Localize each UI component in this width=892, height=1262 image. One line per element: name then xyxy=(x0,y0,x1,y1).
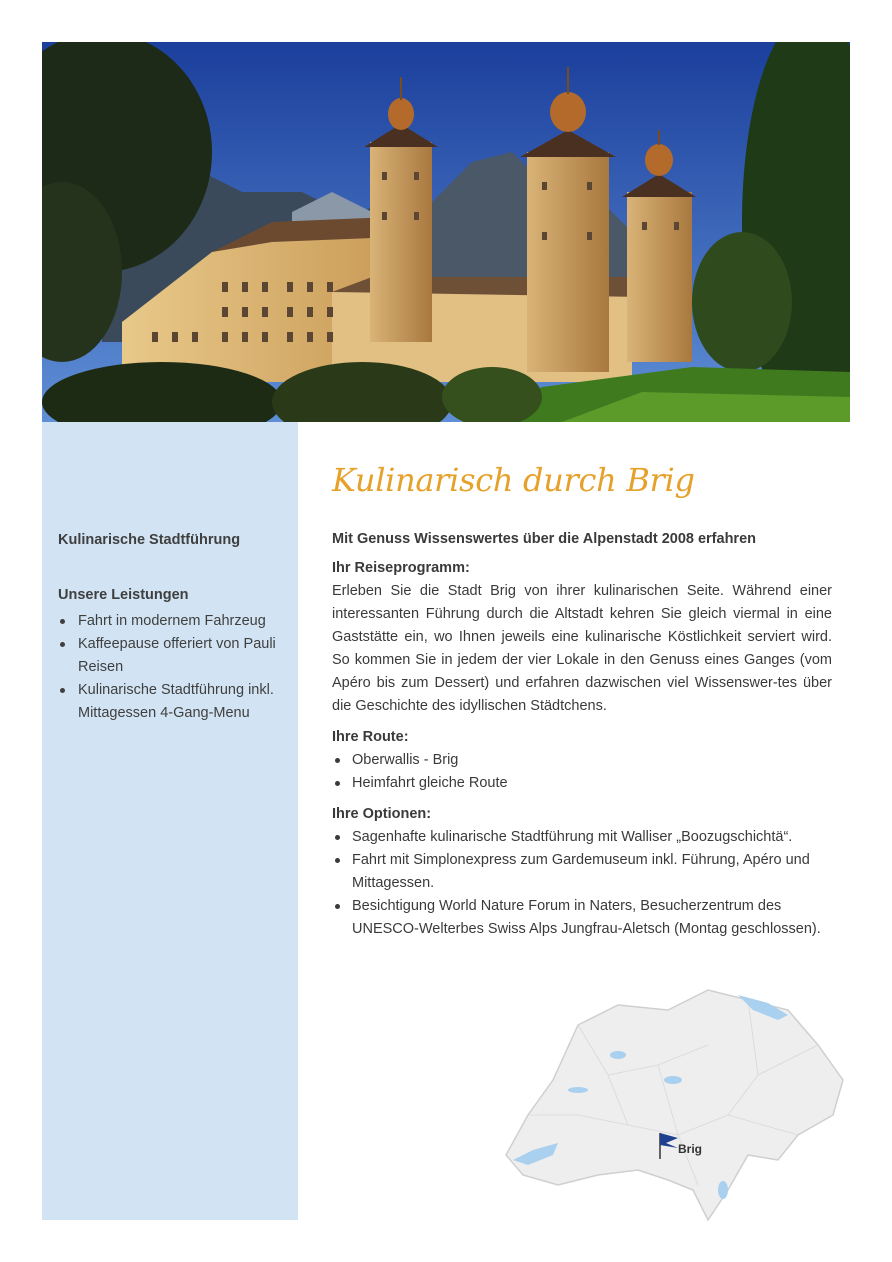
map-label-brig: Brig xyxy=(678,1142,702,1156)
hero-image xyxy=(42,42,850,422)
list-item: Besichtigung World Nature Forum in Naters, Besucherzentrum des UNESCO-Welterbes Swiss Alps Jungfrau-Aletsch (Montag geschlossen). xyxy=(332,895,832,941)
route-list xyxy=(332,749,832,795)
subtitle: Mit Genuss Wissenswertes über die Alpenstadt 2008 erfahren xyxy=(332,531,756,547)
list-item: Kulinarische Stadtführung inkl. Mittagessen 4-Gang-Menu xyxy=(58,679,294,725)
list-item: Oberwallis - Brig xyxy=(332,749,832,772)
castle-illustration xyxy=(42,42,850,422)
list-item: Heimfahrt gleiche Route xyxy=(332,772,832,795)
list-item: Sagenhafte kulinarische Stadtführung mit Walliser „Boozugschichtä“. xyxy=(332,826,832,849)
list-item: Fahrt mit Simplonexpress zum Gardemuseum inkl. Führung, Apéro und Mittagessen. xyxy=(332,849,832,895)
list-item: Kaffeepause offeriert von Pauli Reisen xyxy=(58,633,294,679)
page-title: Kulinarisch durch Brig xyxy=(332,461,695,499)
switzerland-map xyxy=(498,985,850,1225)
options-heading: Ihre Optionen: xyxy=(332,806,432,822)
main-content xyxy=(332,455,832,941)
list-item: Fahrt in modernem Fahrzeug xyxy=(58,610,294,633)
route-heading: Ihre Route: xyxy=(332,729,409,745)
services-heading: Unsere Leistungen xyxy=(58,587,189,603)
services-list xyxy=(58,610,294,725)
program-text: Erleben Sie die Stadt Brig von ihrer kulinarischen Seite. Während einer interessanten Führung durch die Altstadt kehren Sie gleich viermal in eine Gaststätte ein, wo Ihnen jeweils eine kulinarische Köstlichkeit serviert wird. So kommen Sie in jedem der vier Lokale in den Genuss eines Ganges (vom Apéro bis zum Dessert) und erfahren dazwischen viel Wissenswer-tes über die Geschichte des idyllischen Städtchens. xyxy=(332,583,832,714)
program-heading: Ihr Reiseprogramm: xyxy=(332,560,470,576)
map-illustration xyxy=(498,985,850,1225)
options-list xyxy=(332,826,832,941)
sidebar xyxy=(42,422,298,1220)
sidebar-title: Kulinarische Stadtführung xyxy=(58,532,241,548)
